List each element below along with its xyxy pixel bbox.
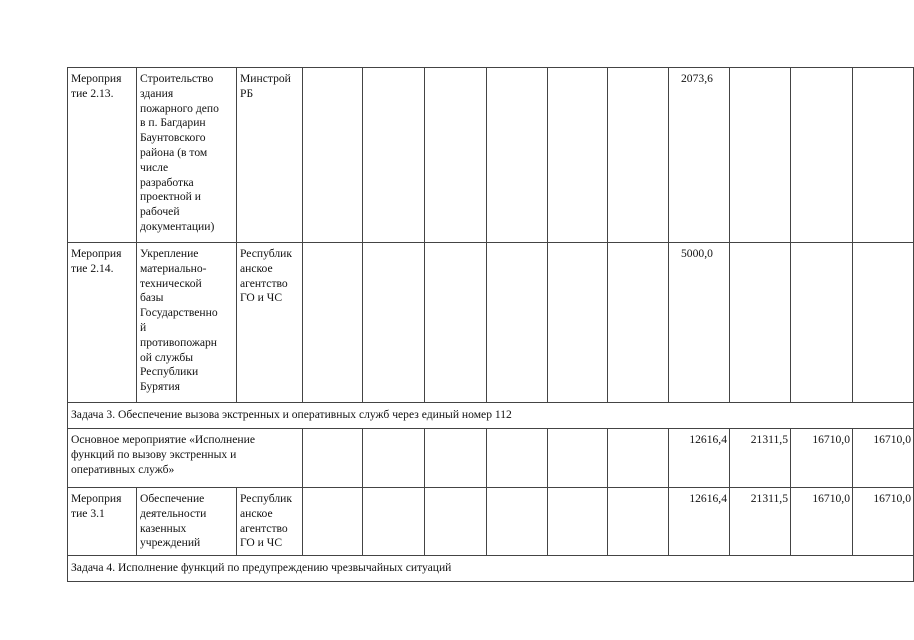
task-row [68,556,914,582]
empty-cell [548,68,608,243]
value-cell-2: 21311,5 [730,488,791,556]
value-cell-1: 12616,4 [669,488,730,556]
task-row [68,403,914,429]
empty-cell [363,68,425,243]
empty-cell [303,243,363,403]
value-cell-2: 2073,6 [669,68,730,243]
empty-cell [363,488,425,556]
value-cell-3: 16710,0 [791,429,853,488]
activity-code-cell: Мероприя тие 2.14. [68,243,137,403]
empty-cell [487,243,548,403]
empty-cell [791,68,853,243]
activity-name-cell: Обеспечение деятельности казенных учреждений [137,488,237,556]
activity-code-cell: Мероприя тие 2.13. [68,68,137,243]
table-row [68,243,914,403]
value-cell-1: 12616,4 [669,429,730,488]
empty-cell [853,68,914,243]
value-cell-4: 16710,0 [853,488,914,556]
task-heading: Задача 4. Исполнение функций по предупреждению чрезвычайных ситуаций [68,556,914,582]
empty-cell [608,68,669,243]
empty-cell [425,243,487,403]
empty-cell [487,488,548,556]
table-row [68,68,914,243]
empty-cell [548,429,608,488]
main-activity-name-cell: Основное мероприятие «Исполнение функций по вызову экстренных и оперативных служб» [68,429,303,488]
empty-cell [730,68,791,243]
executor-cell: Минстрой РБ [237,68,303,243]
empty-cell [363,429,425,488]
empty-cell [608,488,669,556]
empty-cell [363,243,425,403]
value-cell-2: 21311,5 [730,429,791,488]
empty-cell [853,243,914,403]
executor-cell: Республик анское агентство ГО и ЧС [237,488,303,556]
empty-cell [425,68,487,243]
empty-cell [548,488,608,556]
value-cell-4: 16710,0 [853,429,914,488]
activity-code-cell: Мероприя тие 3.1 [68,488,137,556]
empty-cell [548,243,608,403]
task-heading: Задача 3. Обеспечение вызова экстренных и оперативных служб через единый номер 112 [68,403,914,429]
table-row [68,488,914,556]
table-row [68,429,914,488]
empty-cell [487,68,548,243]
executor-cell: Республик анское агентство ГО и ЧС [237,243,303,403]
budget-table [67,67,914,582]
activity-name-cell: Укрепление материально- технической базы Государственно й противопожарн ой службы Республики Бурятия [137,243,237,403]
activity-name-cell: Строительство здания пожарного депо в п. Багдарин Баунтовского района (в том числе разработка проектной и рабочей документации) [137,68,237,243]
empty-cell [425,488,487,556]
empty-cell [425,429,487,488]
document-page [67,67,911,582]
empty-cell [303,429,363,488]
value-cell-2: 5000,0 [669,243,730,403]
empty-cell [608,243,669,403]
empty-cell [303,488,363,556]
empty-cell [730,243,791,403]
empty-cell [608,429,669,488]
empty-cell [303,68,363,243]
empty-cell [487,429,548,488]
value-cell-3: 16710,0 [791,488,853,556]
empty-cell [791,243,853,403]
